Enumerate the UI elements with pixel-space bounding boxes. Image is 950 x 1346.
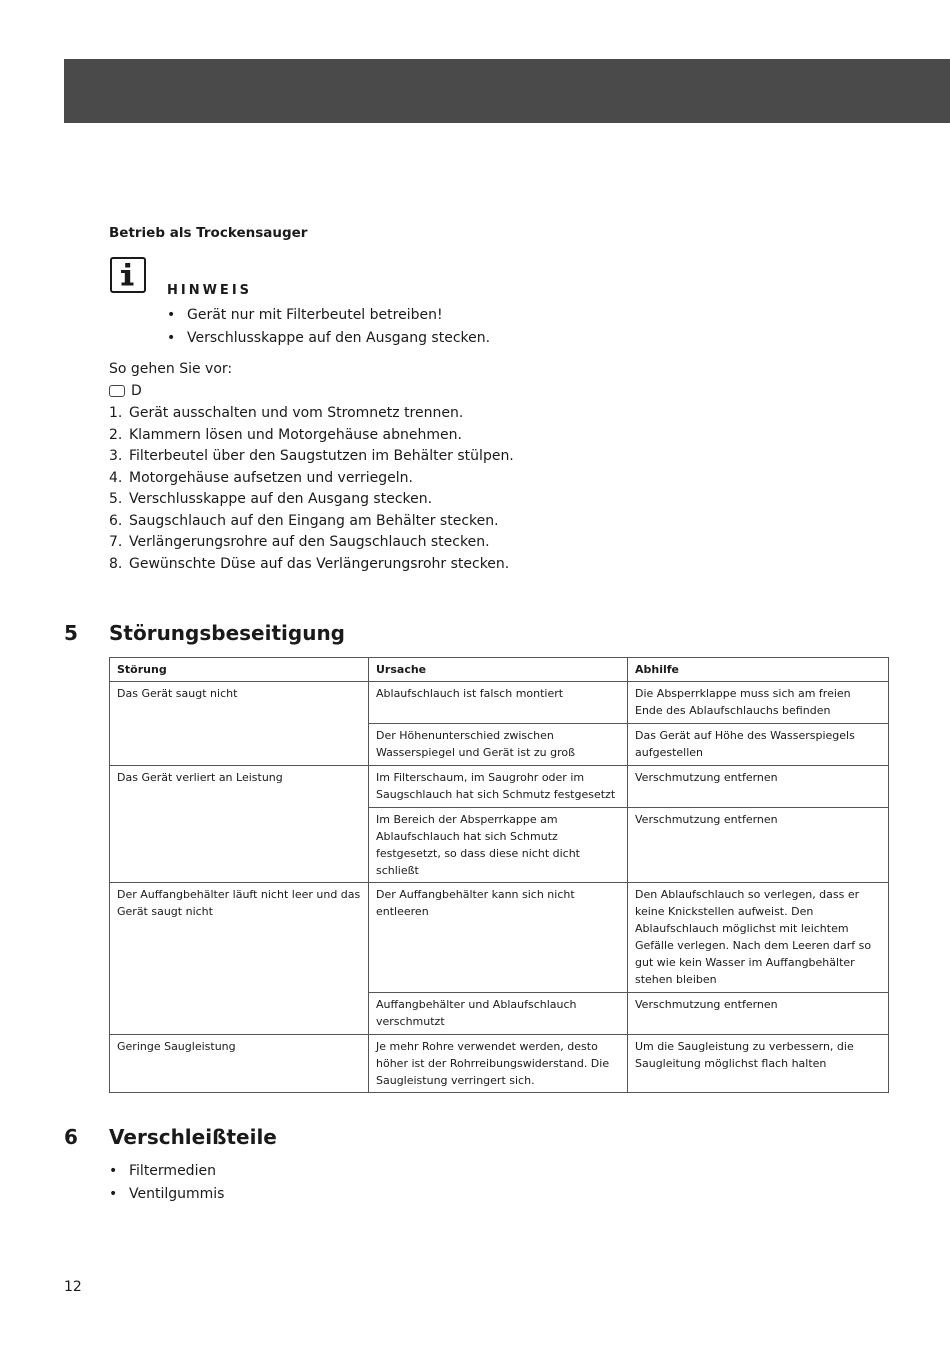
cause-cell: Der Höhenunterschied zwischen Wasserspiegel und Gerät ist zu groß	[369, 724, 628, 766]
step-text: Klammern lösen und Motorgehäuse abnehmen.	[129, 426, 462, 443]
header-ursache: Ursache	[369, 658, 628, 682]
step-text: Gewünschte Düse auf das Verlängerungsrohr stecken.	[129, 555, 510, 572]
step-text: Saugschlauch auf den Eingang am Behälter stecken.	[129, 512, 499, 529]
cause-cell: Je mehr Rohre verwendet werden, desto höher ist der Rohrreibungswiderstand. Die Saugleistung verringert sich.	[369, 1035, 628, 1093]
remedy-cell: Verschmutzung entfernen	[628, 993, 889, 1035]
remedy-cell: Die Absperrklappe muss sich am freien Ende des Ablaufschlauchs befinden	[628, 682, 889, 724]
wear-part-item: • Ventilgummis	[109, 1184, 224, 1207]
step-number: 4.	[109, 469, 123, 486]
step-number: 7.	[109, 534, 123, 550]
section-title: Störungsbeseitigung	[109, 621, 345, 645]
step-text: Gerät ausschalten und vom Stromnetz trennen.	[129, 405, 464, 421]
header-bar	[64, 59, 950, 123]
step-item	[109, 425, 514, 447]
step-text: Verlängerungsrohre auf den Saugschlauch stecken.	[129, 534, 490, 550]
step-text: Motorgehäuse aufsetzen und verriegeln.	[129, 469, 413, 486]
subheading: Betrieb als Trockensauger	[109, 225, 308, 241]
section-heading-5	[64, 621, 345, 645]
section-title: Verschleißteile	[109, 1125, 277, 1149]
cause-cell: Der Auffangbehälter kann sich nicht entleeren	[369, 883, 628, 993]
remedy-cell: Das Gerät auf Höhe des Wasserspiegels aufgestellen	[628, 724, 889, 766]
step-item	[109, 554, 514, 576]
step-number: 2.	[109, 426, 123, 443]
problem-cell: Der Auffangbehälter läuft nicht leer und das Gerät saugt nicht	[110, 883, 369, 1035]
hinweis-item: • Verschlusskappe auf den Ausgang stecken.	[167, 328, 490, 351]
hinweis-item: • Gerät nur mit Filterbeutel betreiben!	[167, 305, 490, 328]
remedy-cell: Den Ablaufschlauch so verlegen, dass er keine Knickstellen aufweist. Den Ablaufschlauch möglichst mit leichtem Gefälle verlegen. Nach dem Leeren darf so gut wie kein Wasser im Auffangbehälter stehen bleiben	[628, 883, 889, 993]
remedy-cell: Um die Saugleistung zu verbessern, die Saugleitung möglichst flach halten	[628, 1035, 889, 1093]
cause-cell: Im Bereich der Absperrkappe am Ablaufschlauch hat sich Schmutz festgesetzt, so dass diese nicht dicht schließt	[369, 808, 628, 883]
problem-cell: Geringe Saugleistung	[110, 1035, 369, 1093]
page-number: 12	[64, 1279, 82, 1295]
step-number: 3.	[109, 448, 123, 464]
cause-cell: Ablaufschlauch ist falsch montiert	[369, 682, 628, 724]
info-icon	[110, 257, 146, 293]
step-item	[109, 403, 514, 425]
table-row	[110, 682, 889, 724]
problem-cell: Das Gerät verliert an Leistung	[110, 766, 369, 883]
step-number: 5.	[109, 491, 123, 507]
steps-list	[109, 403, 514, 575]
hinweis-title: HINWEIS	[167, 283, 253, 298]
cause-cell: Im Filterschaum, im Saugrohr oder im Saugschlauch hat sich Schmutz festgesetzt	[369, 766, 628, 808]
hinweis-list	[167, 305, 490, 351]
remedy-cell: Verschmutzung entfernen	[628, 766, 889, 808]
section-number: 5	[64, 621, 78, 645]
step-item	[109, 511, 514, 533]
step-item	[109, 446, 514, 468]
header-abhilfe: Abhilfe	[628, 658, 889, 682]
table-row	[110, 883, 889, 993]
step-item	[109, 489, 514, 511]
intro-text: So gehen Sie vor:	[109, 361, 233, 377]
section-heading-6	[64, 1125, 277, 1149]
step-number: 8.	[109, 555, 123, 572]
cause-cell: Auffangbehälter und Ablaufschlauch verschmutzt	[369, 993, 628, 1035]
wear-part-item: • Filtermedien	[109, 1161, 224, 1184]
step-number: 1.	[109, 405, 123, 421]
troubleshooting-table	[109, 657, 889, 1093]
remedy-cell: Verschmutzung entfernen	[628, 808, 889, 883]
device-label: D	[131, 383, 142, 399]
problem-cell: Das Gerät saugt nicht	[110, 682, 369, 766]
section-number: 6	[64, 1125, 78, 1149]
wear-parts-list	[109, 1161, 224, 1207]
step-item	[109, 532, 514, 554]
step-item	[109, 468, 514, 490]
table-row	[110, 766, 889, 808]
device-icon	[109, 385, 125, 397]
table-row	[110, 1035, 889, 1093]
device-line	[109, 383, 142, 399]
header-stoerung: Störung	[110, 658, 369, 682]
step-text: Filterbeutel über den Saugstutzen im Behälter stülpen.	[129, 448, 514, 464]
table-header-row	[110, 658, 889, 682]
step-number: 6.	[109, 512, 123, 529]
step-text: Verschlusskappe auf den Ausgang stecken.	[129, 491, 433, 507]
